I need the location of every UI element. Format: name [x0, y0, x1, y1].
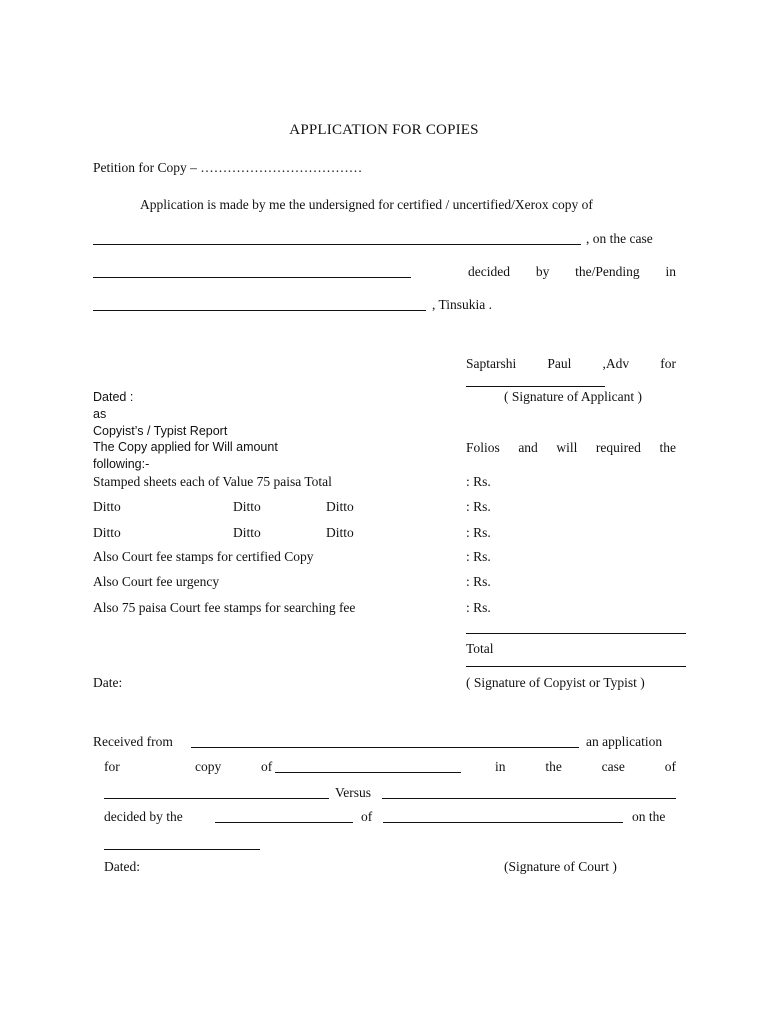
- tinsukia-text: , Tinsukia .: [432, 297, 493, 312]
- word: Saptarshi: [466, 356, 517, 371]
- decided-by-blank-line: [215, 822, 353, 823]
- word: in: [665, 264, 676, 279]
- copy-of-blank-line: [93, 244, 581, 245]
- fee-court-searching: Also 75 paisa Court fee stamps for searching fee: [93, 600, 356, 615]
- fee-rs: : Rs.: [466, 549, 491, 564]
- as-label: as: [93, 407, 107, 421]
- received-dated-label: Dated:: [104, 859, 140, 874]
- court-signature-label: (Signature of Court ): [504, 859, 617, 874]
- signatory-name: [466, 356, 676, 372]
- petition-line: Petition for Copy – ………………………………: [93, 160, 363, 175]
- an-application-text: an application: [586, 734, 663, 749]
- applicant-signature-line: [466, 386, 605, 387]
- ditto-text: Ditto: [233, 525, 261, 540]
- application-statement: Application is made by me the undersigned for certified / uncertified/Xerox copy of: [140, 197, 593, 212]
- fee-rs: : Rs.: [466, 499, 491, 514]
- fee-rs: : Rs.: [466, 474, 491, 489]
- applicant-signature-label: ( Signature of Applicant ): [504, 389, 642, 404]
- fee-rs: : Rs.: [466, 574, 491, 589]
- court-blank-line: [93, 310, 426, 311]
- fee-court-certified: Also Court fee stamps for certified Copy: [93, 549, 314, 564]
- on-the-case-text: , on the case: [586, 231, 653, 246]
- ditto-text: Ditto: [326, 499, 354, 514]
- word: the/Pending: [575, 264, 640, 279]
- word: decided: [468, 264, 510, 279]
- ditto-text: Ditto: [326, 525, 354, 540]
- word: Folios: [466, 440, 500, 455]
- word: in: [495, 759, 506, 774]
- fee-rs: : Rs.: [466, 600, 491, 615]
- of-text: of: [361, 809, 373, 824]
- fee-court-urgency: Also Court fee urgency: [93, 574, 220, 589]
- for-word: for: [104, 759, 120, 774]
- word: for: [660, 356, 676, 371]
- dated-label: Dated :: [93, 390, 134, 404]
- fee-stamped-sheets: Stamped sheets each of Value 75 paisa Total: [93, 474, 332, 489]
- respondent-blank-line: [382, 798, 676, 799]
- copy-word: copy: [195, 759, 222, 774]
- copyist-signature-label: ( Signature of Copyist or Typist ): [466, 675, 645, 690]
- following-label: following:-: [93, 457, 150, 471]
- word: case: [601, 759, 625, 774]
- ditto-text: Ditto: [93, 525, 121, 540]
- copy-amount-line: The Copy applied for Will amount: [93, 440, 278, 454]
- received-from-label: Received from: [93, 734, 173, 749]
- total-bottom-line: [466, 666, 686, 667]
- word: required: [595, 440, 641, 455]
- copyist-report-heading: Copyist’s / Typist Report: [93, 424, 228, 438]
- word: will: [556, 440, 578, 455]
- word: of: [664, 759, 676, 774]
- versus-text: Versus: [335, 785, 371, 800]
- word: by: [535, 264, 550, 279]
- total-top-line: [466, 633, 686, 634]
- word: and: [518, 440, 538, 455]
- total-label: Total: [466, 641, 494, 656]
- petitioner-blank-line: [104, 798, 329, 799]
- of-blank-line: [383, 822, 623, 823]
- ditto-text: Ditto: [93, 499, 121, 514]
- word: ,Adv: [602, 356, 630, 371]
- on-the-text: on the: [632, 809, 666, 824]
- date-label: Date:: [93, 675, 123, 690]
- fee-rs: : Rs.: [466, 525, 491, 540]
- decided-by-the-text: decided by the: [104, 809, 183, 824]
- decided-by-pending-text: [468, 264, 676, 280]
- word: the: [659, 440, 676, 455]
- word: Paul: [547, 356, 572, 371]
- case-blank-line: [93, 277, 411, 278]
- received-from-blank-line: [191, 747, 579, 748]
- in-the-case-of-text: [495, 759, 676, 775]
- ditto-text: Ditto: [233, 499, 261, 514]
- copy-of-blank-line-2: [275, 772, 461, 773]
- of-word: of: [261, 759, 273, 774]
- word: the: [545, 759, 562, 774]
- page-title: APPLICATION FOR COPIES: [289, 122, 479, 138]
- folios-line: [466, 440, 676, 456]
- date-blank-line: [104, 849, 260, 850]
